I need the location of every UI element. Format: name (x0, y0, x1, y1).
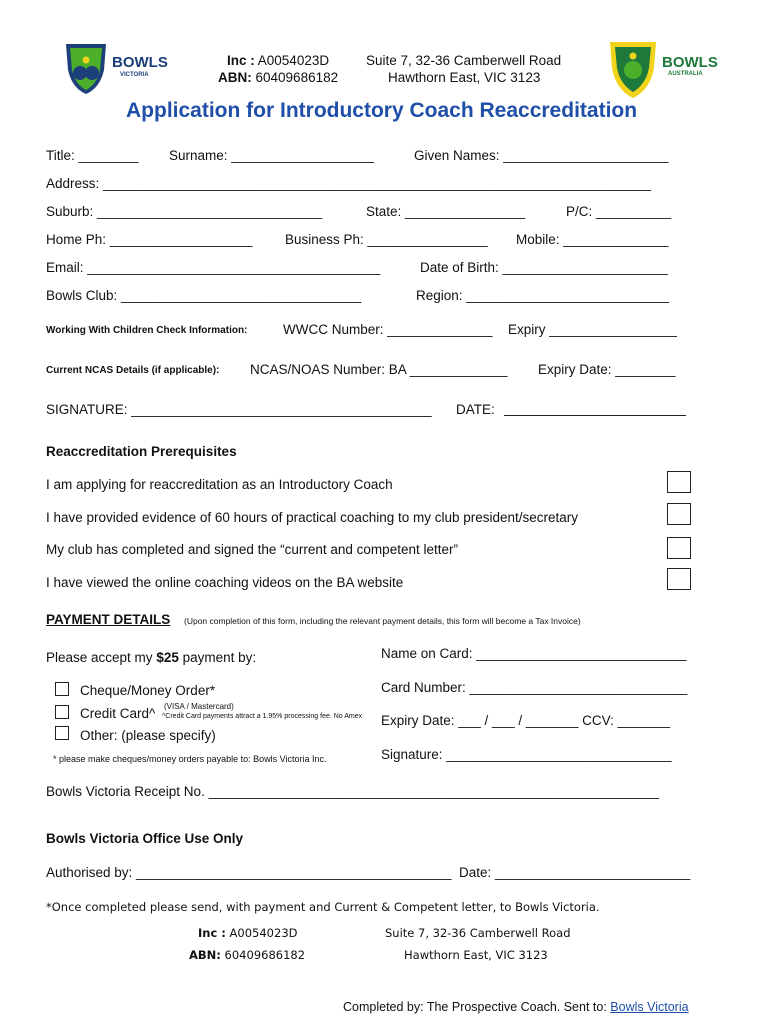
credit-card-fee-note: ^Credit Card payments attract a 1.95% processing fee. No Amex (162, 713, 363, 720)
prereq-checkbox-2[interactable] (667, 503, 691, 525)
given-names-field[interactable]: Given Names: ______________________ (414, 148, 669, 163)
header-abn: ABN: 60409686182 (218, 70, 339, 85)
payment-accept-text: Please accept my $25 payment by: (46, 650, 257, 665)
other-option-label: Other: (please specify) (80, 728, 216, 743)
date-of-birth-field[interactable]: Date of Birth: ______________________ (420, 260, 668, 275)
cheque-checkbox[interactable] (55, 682, 69, 696)
left-logo-subtext: VICTORIA (120, 72, 149, 78)
card-signature-field[interactable]: Signature: ______________________________ (381, 747, 672, 762)
card-expiry-ccv-field[interactable]: Expiry Date: ___ / ___ / _______ CCV: _______ (381, 713, 671, 728)
prereq-item-4: I have viewed the online coaching videos on the BA website (46, 575, 404, 590)
other-checkbox[interactable] (55, 726, 69, 740)
footer-address-line1: Suite 7, 32-36 Camberwell Road (385, 926, 571, 940)
payment-heading: PAYMENT DETAILS (46, 612, 171, 627)
suburb-field[interactable]: Suburb: ______________________________ (46, 204, 323, 219)
wwcc-label: Working With Children Check Information: (46, 325, 248, 336)
prereq-item-1: I am applying for reaccreditation as an Introductory Coach (46, 477, 393, 492)
surname-field[interactable]: Surname: ___________________ (169, 148, 374, 163)
cheque-payable-note: * please make cheques/money orders payable to: Bowls Victoria Inc. (53, 754, 327, 764)
payment-note: (Upon completion of this form, including the relevant payment details, this form will become a Tax Invoice) (184, 616, 581, 626)
bowls-victoria-link[interactable]: Bowls Victoria (610, 1000, 689, 1014)
left-logo-text: BOWLS (112, 54, 168, 71)
email-field[interactable]: Email: _______________________________________ (46, 260, 381, 275)
ncas-expiry-field[interactable]: Expiry Date: ________ (538, 362, 676, 377)
card-number-field[interactable]: Card Number: _____________________________ (381, 680, 688, 695)
prereq-checkbox-4[interactable] (667, 568, 691, 590)
wwcc-expiry-field[interactable]: Expiry _________________ (508, 322, 677, 337)
credit-card-checkbox[interactable] (55, 705, 69, 719)
header-inc: Inc : A0054023D (227, 53, 330, 68)
header-address-line2: Hawthorn East, VIC 3123 (388, 70, 541, 85)
date-field-line[interactable] (504, 415, 686, 416)
address-field[interactable]: Address: _________________________________________________________________________ (46, 176, 652, 191)
prereq-item-2: I have provided evidence of 60 hours of practical coaching to my club president/secretary (46, 510, 579, 525)
bowls-victoria-logo (60, 40, 175, 96)
footer-send-note: *Once completed please send, with payment and Current & Competent letter, to Bowls Victoria. (46, 900, 600, 914)
prereq-checkbox-1[interactable] (667, 471, 691, 493)
completed-by-text: Completed by: The Prospective Coach. Sent to: Bowls Victoria (343, 1000, 689, 1014)
state-field[interactable]: State: ________________ (366, 204, 526, 219)
credit-card-types: (VISA / Mastercard) (164, 702, 234, 711)
prereq-item-3: My club has completed and signed the “current and competent letter” (46, 542, 458, 557)
cheque-option-label: Cheque/Money Order* (80, 683, 216, 698)
right-logo-subtext: AUSTRALIA (668, 71, 703, 77)
signature-field[interactable]: SIGNATURE: ________________________________________ (46, 402, 432, 417)
credit-card-option-label: Credit Card^ (80, 706, 156, 721)
receipt-number-field[interactable]: Bowls Victoria Receipt No. ____________________________________________________________ (46, 784, 660, 799)
title-field[interactable]: Title: ________ (46, 148, 139, 163)
region-field[interactable]: Region: ___________________________ (416, 288, 669, 303)
page-title: Application for Introductory Coach Reaccreditation (126, 99, 638, 122)
right-logo-text: BOWLS (662, 54, 718, 71)
footer-abn: ABN: 60409686182 (189, 948, 306, 962)
home-phone-field[interactable]: Home Ph: ___________________ (46, 232, 253, 247)
footer-address-line2: Hawthorn East, VIC 3123 (404, 948, 548, 962)
authorised-by-field[interactable]: Authorised by: __________________________________________ (46, 865, 452, 880)
header-address-line1: Suite 7, 32-36 Camberwell Road (366, 53, 562, 68)
bowls-australia-logo (606, 38, 716, 100)
postcode-field[interactable]: P/C: __________ (566, 204, 672, 219)
mobile-field[interactable]: Mobile: ______________ (516, 232, 669, 247)
bowls-club-field[interactable]: Bowls Club: ________________________________ (46, 288, 362, 303)
footer-inc: Inc : A0054023D (198, 926, 298, 940)
office-use-heading: Bowls Victoria Office Use Only (46, 831, 244, 846)
name-on-card-field[interactable]: Name on Card: ____________________________ (381, 646, 687, 661)
wwcc-number-field[interactable]: WWCC Number: ______________ (283, 322, 493, 337)
prereq-heading: Reaccreditation Prerequisites (46, 444, 237, 459)
ncas-label: Current NCAS Details (if applicable): (46, 365, 220, 376)
date-field-label: DATE: (456, 402, 495, 417)
business-phone-field[interactable]: Business Ph: ________________ (285, 232, 488, 247)
ncas-number-field[interactable]: NCAS/NOAS Number: BA _____________ (250, 362, 508, 377)
prereq-checkbox-3[interactable] (667, 537, 691, 559)
office-date-field[interactable]: Date: __________________________ (459, 865, 691, 880)
